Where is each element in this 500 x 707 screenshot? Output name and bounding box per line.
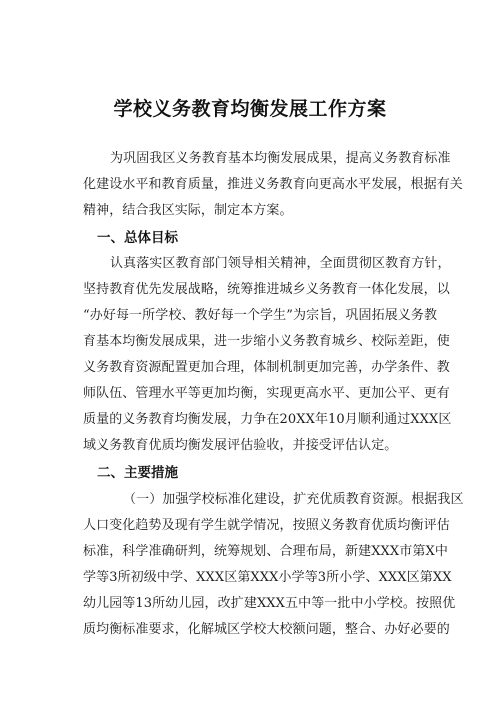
intro-line-2: 化建设水平和教育质量，推进义务教育向更高水平发展，根据有关 xyxy=(83,177,463,192)
section-1-line-7: 质量的义务教育均衡发展，力争在20XX年10月顺利通过XXX区 xyxy=(83,412,452,427)
section-2-line-5: 幼儿园等13所幼儿园，改扩建XXX五中等一批中小学校。按照优 xyxy=(83,596,456,611)
section-2-line-2: 人口变化趋势及现有学生就学情况，按照义务教育优质均衡评估 xyxy=(83,518,450,533)
section-1-line-2: 坚持教育优先发展战略，统筹推进城乡义务教育一体化发展，以 xyxy=(83,282,450,297)
section-1-line-1: 认真落实区教育部门领导相关精神，全面贯彻区教育方针， xyxy=(110,256,451,271)
section-2-line-6: 质均衡标准要求，化解城区学校大校额问题，整合、办好必要的 xyxy=(83,622,450,637)
section-1-line-5: 义务教育资源配置更加合理，体制机制更加完善，办学条件、教 xyxy=(83,360,450,375)
section-1-line-4: 育基本均衡发展成果，进一步缩小义务教育城乡、校际差距，使 xyxy=(83,334,450,349)
section-2-line-3: 标准，科学准确研判，统筹规划、合理布局，新建XXX市第X中 xyxy=(83,544,448,559)
section-1-heading: 一、总体目标 xyxy=(97,230,178,246)
section-1-line-8: 域义务教育优质均衡发展评估验收，并接受评估认定。 xyxy=(83,438,398,453)
document-title: 学校义务教育均衡发展工作方案 xyxy=(113,98,387,120)
section-2-line-4: 学等3所初级中学、XXX区第XXX小学等3所小学、XXX区第XX xyxy=(83,570,452,585)
section-1-line-3: “办好每一所学校、教好每一个学生”为宗旨，巩固拓展义务教 xyxy=(83,308,438,323)
section-1-line-6: 师队伍、管理水平等更加均衡，实现更高水平、更加公平、更有 xyxy=(83,386,450,401)
intro-line-3: 精神，结合我区实际，制定本方案。 xyxy=(83,203,293,218)
section-2-heading: 二、主要措施 xyxy=(97,465,178,481)
section-2-line-1: （一）加强学校标准化建设，扩充优质教育资源。根据我区 xyxy=(123,492,464,507)
intro-line-1: 为巩固我区义务教育基本均衡发展成果，提高义务教育标准 xyxy=(110,151,451,166)
